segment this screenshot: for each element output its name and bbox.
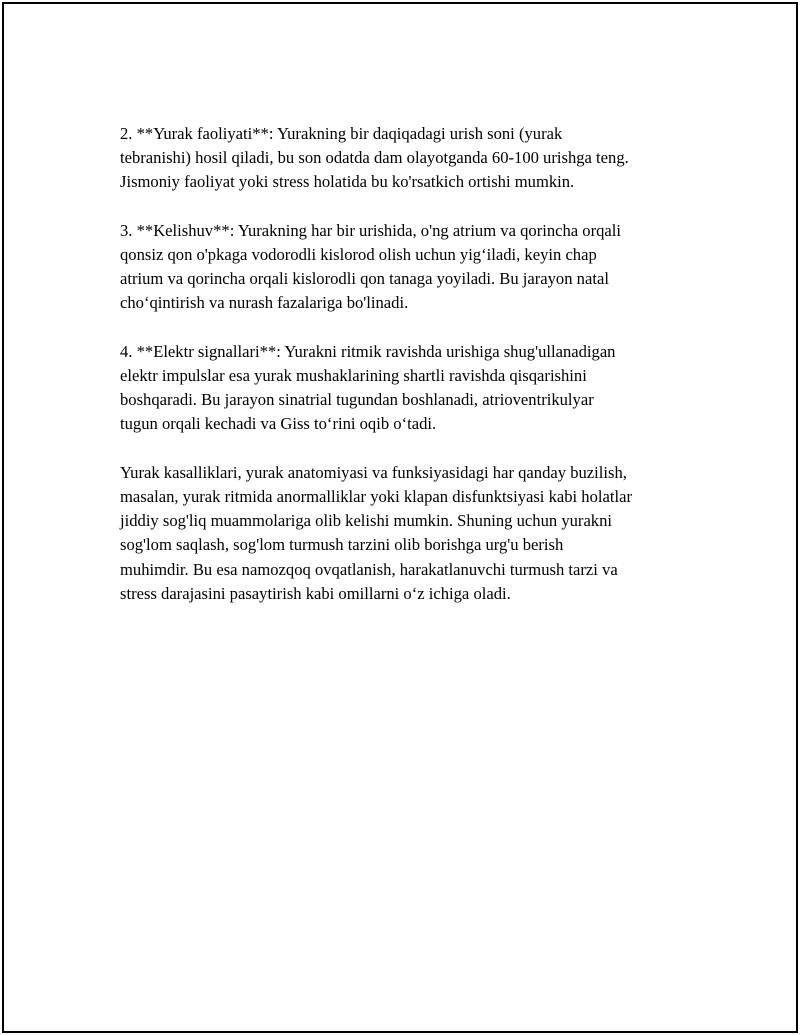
text-line: 2. **Yurak faoliyati**: Yurakning bir daqiqadagi urish soni (yurak [120,124,563,143]
text-line: atrium va qorincha orqali kislorodli qon tanaga yoyiladi. Bu jarayon natal [120,269,609,289]
text-line: 3. **Kelishuv**: Yurakning har bir urishida, o'ng atrium va qorincha orqali [120,220,622,240]
text-line: muhimdir. Bu esa namozqoq ovqatlanish, harakatlanuvchi turmush tarzi va [120,559,618,579]
text-line: jiddiy sog'liq muammolariga olib kelishi mumkin. Shuning uchun yurakni [120,511,613,531]
text-line: Yurak kasalliklari, yurak anatomiyasi va funksiyasidagi har qanday buzilish, [120,462,627,482]
text-line: 4. **Elektr signallari**: Yurakni ritmik ravishda urishiga shug'ullanadigan [120,341,616,361]
paragraph-yurak-faoliyati [120,122,700,195]
text-line: cho‘qintirish va nurash fazalariga bo'linadi. [120,293,409,313]
paragraph-elektr-signallari [120,340,700,437]
text-line: tugun orqali kechadi va Giss to‘rini oqib o‘tadi. [120,414,437,434]
document-body [120,122,700,630]
text-line: Jismoniy faoliyat yoki stress holatida bu ko'rsatkich ortishi mumkin. [120,172,575,192]
text-line: tebranishi) hosil qiladi, bu son odatda dam olayotganda 60-100 urishga teng. [120,148,629,168]
text-line: boshqaradi. Bu jarayon sinatrial tugundan boshlanadi, atrioventrikulyar [120,390,594,410]
text-line: masalan, yurak ritmida anormalliklar yoki klapan disfunktsiyasi kabi holatlar [120,487,632,506]
text-line: stress darajasini pasaytirish kabi omillarni o‘z ichiga oladi. [120,583,511,603]
paragraph-kelishuv [120,219,700,316]
paragraph-yurak-kasalliklari [120,461,700,606]
text-line: sog'lom saqlash, sog'lom turmush tarzini olib borishga urg'u berish [120,535,564,555]
text-line: qonsiz qon o'pkaga vodorodli kislorod olish uchun yig‘iladi, keyin chap [120,245,597,264]
text-line: elektr impulslar esa yurak mushaklarining shartli ravishda qisqarishini [120,366,587,385]
document-page [2,2,798,1033]
